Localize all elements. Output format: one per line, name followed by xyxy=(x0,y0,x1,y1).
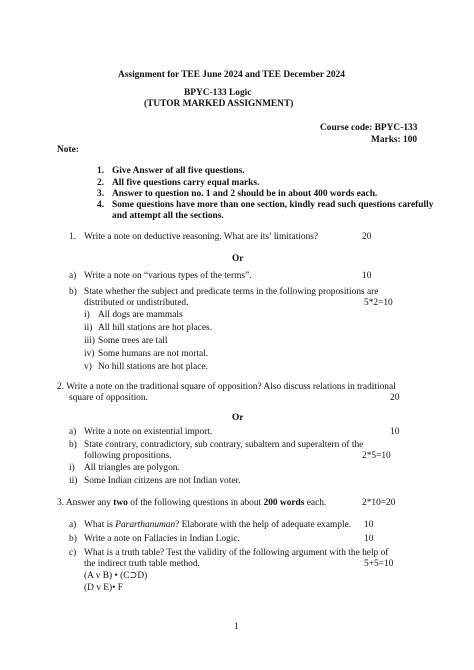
q2-or: Or xyxy=(232,413,244,423)
q3a-text-post: ? Elaborate with the help of adequate example. xyxy=(175,520,352,530)
q1b-marks: 5*2=10 xyxy=(364,298,393,308)
q3c-marks: 5+5=10 xyxy=(364,559,394,569)
q1b-item-text: No hill stations are hot place. xyxy=(98,362,208,372)
q3a-marks: 10 xyxy=(364,520,374,530)
document-title: Assignment for TEE June 2024 and TEE December 2024 xyxy=(118,70,345,80)
note-item-text: Answer to question no. 1 and 2 should be in about 400 words each. xyxy=(112,189,378,199)
total-marks: Marks: 100 xyxy=(371,135,418,145)
q2b-item-label: ii) xyxy=(69,476,78,486)
q3a-text-pre: What is xyxy=(84,520,116,530)
q1b-item-label: ii) xyxy=(84,323,93,333)
q3c-text-line2: the indirect truth table method. xyxy=(84,559,200,569)
q2a-label: a) xyxy=(69,427,77,437)
q1b-text-line1: State whether the subject and predicate terms in the following propositions are xyxy=(84,287,379,297)
q1a-text: Write a note on “various types of the terms”. xyxy=(84,271,252,281)
q1-text: Write a note on deductive reasoning. What are its’ limitations? xyxy=(84,232,319,242)
q3b-marks: 10 xyxy=(364,534,374,544)
q2b-item-label: i) xyxy=(69,463,75,473)
q1b-item-label: iv) xyxy=(84,349,95,359)
q1b-item-label: iii) xyxy=(84,336,95,346)
q1-or: Or xyxy=(232,254,244,264)
q3b-text: Write a note on Fallacies in Indian Logic. xyxy=(84,534,240,544)
q2b-item-text: Some Indian citizens are not Indian voter. xyxy=(84,476,241,486)
q2-text-line2: square of opposition. xyxy=(69,393,148,403)
q1a-label: a) xyxy=(69,271,77,281)
q3c-formula-2: (D v E)• F xyxy=(84,583,123,593)
q1b-item-text: Some humans are not mortal. xyxy=(98,349,209,359)
q3c-label: c) xyxy=(69,548,77,558)
q1b-item-text: Some trees are tall xyxy=(98,336,168,346)
q3b-label: b) xyxy=(69,534,77,544)
q1b-item-text: All dogs are mammals xyxy=(98,310,183,320)
q2b-label: b) xyxy=(69,440,77,450)
note-item-text: Some questions have more than one section, kindly read such questions carefully xyxy=(112,200,434,210)
q2-marks: 20 xyxy=(390,393,400,403)
q3-text-pre: 3. Answer any xyxy=(57,498,114,508)
q2b-text-line1: State contrary, contradictory, sub contrary, subaltern and superaltern of the xyxy=(84,440,364,450)
q1b-item-text: All hill stations are hot places. xyxy=(98,323,213,333)
q1a-marks: 10 xyxy=(362,271,372,281)
q1-marks: 20 xyxy=(362,232,372,242)
q2a-text: Write a note on existential import. xyxy=(84,427,213,437)
q3-marks: 2*10=20 xyxy=(362,498,396,508)
q3-text-bold-count: two xyxy=(113,498,128,508)
q2a-marks: 10 xyxy=(390,427,400,437)
page-number: 1 xyxy=(234,622,239,632)
q3c-formula-1: (A v B) • (C⊃D) xyxy=(84,571,148,581)
q1b-item-label: v) xyxy=(84,362,92,372)
q2b-text-line2: following propositions. xyxy=(84,451,172,461)
q2b-item-text: All triangles are polygon. xyxy=(84,463,180,473)
q3-text-post: each. xyxy=(304,498,327,508)
note-item-text-continued: and attempt all the sections. xyxy=(112,211,224,221)
q2-text-line1: 2. Write a note on the traditional square of opposition? Also discuss relations in traditional xyxy=(57,382,396,392)
note-item-text: Give Answer of all five questions. xyxy=(112,166,245,176)
note-item-number: 1. xyxy=(97,166,105,176)
q1b-label: b) xyxy=(69,287,77,297)
note-item-number: 3. xyxy=(97,189,105,199)
course-line: BPYC-133 Logic xyxy=(184,88,252,98)
course-code: Course code: BPYC-133 xyxy=(320,123,418,133)
q3-text-mid: of the following questions in about xyxy=(127,498,264,508)
q3a-text-italic: Pararthanuman xyxy=(115,520,176,530)
note-item-number: 2. xyxy=(97,178,105,188)
note-label: Note: xyxy=(57,145,79,155)
note-item-text: All five questions carry equal marks. xyxy=(112,178,260,188)
assignment-type: (TUTOR MARKED ASSIGNMENT) xyxy=(144,99,294,109)
q3-text xyxy=(57,498,326,510)
q1b-text-line2: distributed or undistributed. xyxy=(84,298,189,308)
q3-text-bold-words: 200 words xyxy=(263,498,305,508)
q3a-text xyxy=(84,520,351,532)
note-item-number: 4. xyxy=(97,200,105,210)
q3c-text-line1: What is a truth table? Test the validity of the following argument with the help of xyxy=(84,548,389,558)
q1-number: 1. xyxy=(69,232,77,242)
q3a-label: a) xyxy=(69,520,77,530)
q2b-marks: 2*5=10 xyxy=(362,451,391,461)
q1b-item-label: i) xyxy=(84,310,90,320)
